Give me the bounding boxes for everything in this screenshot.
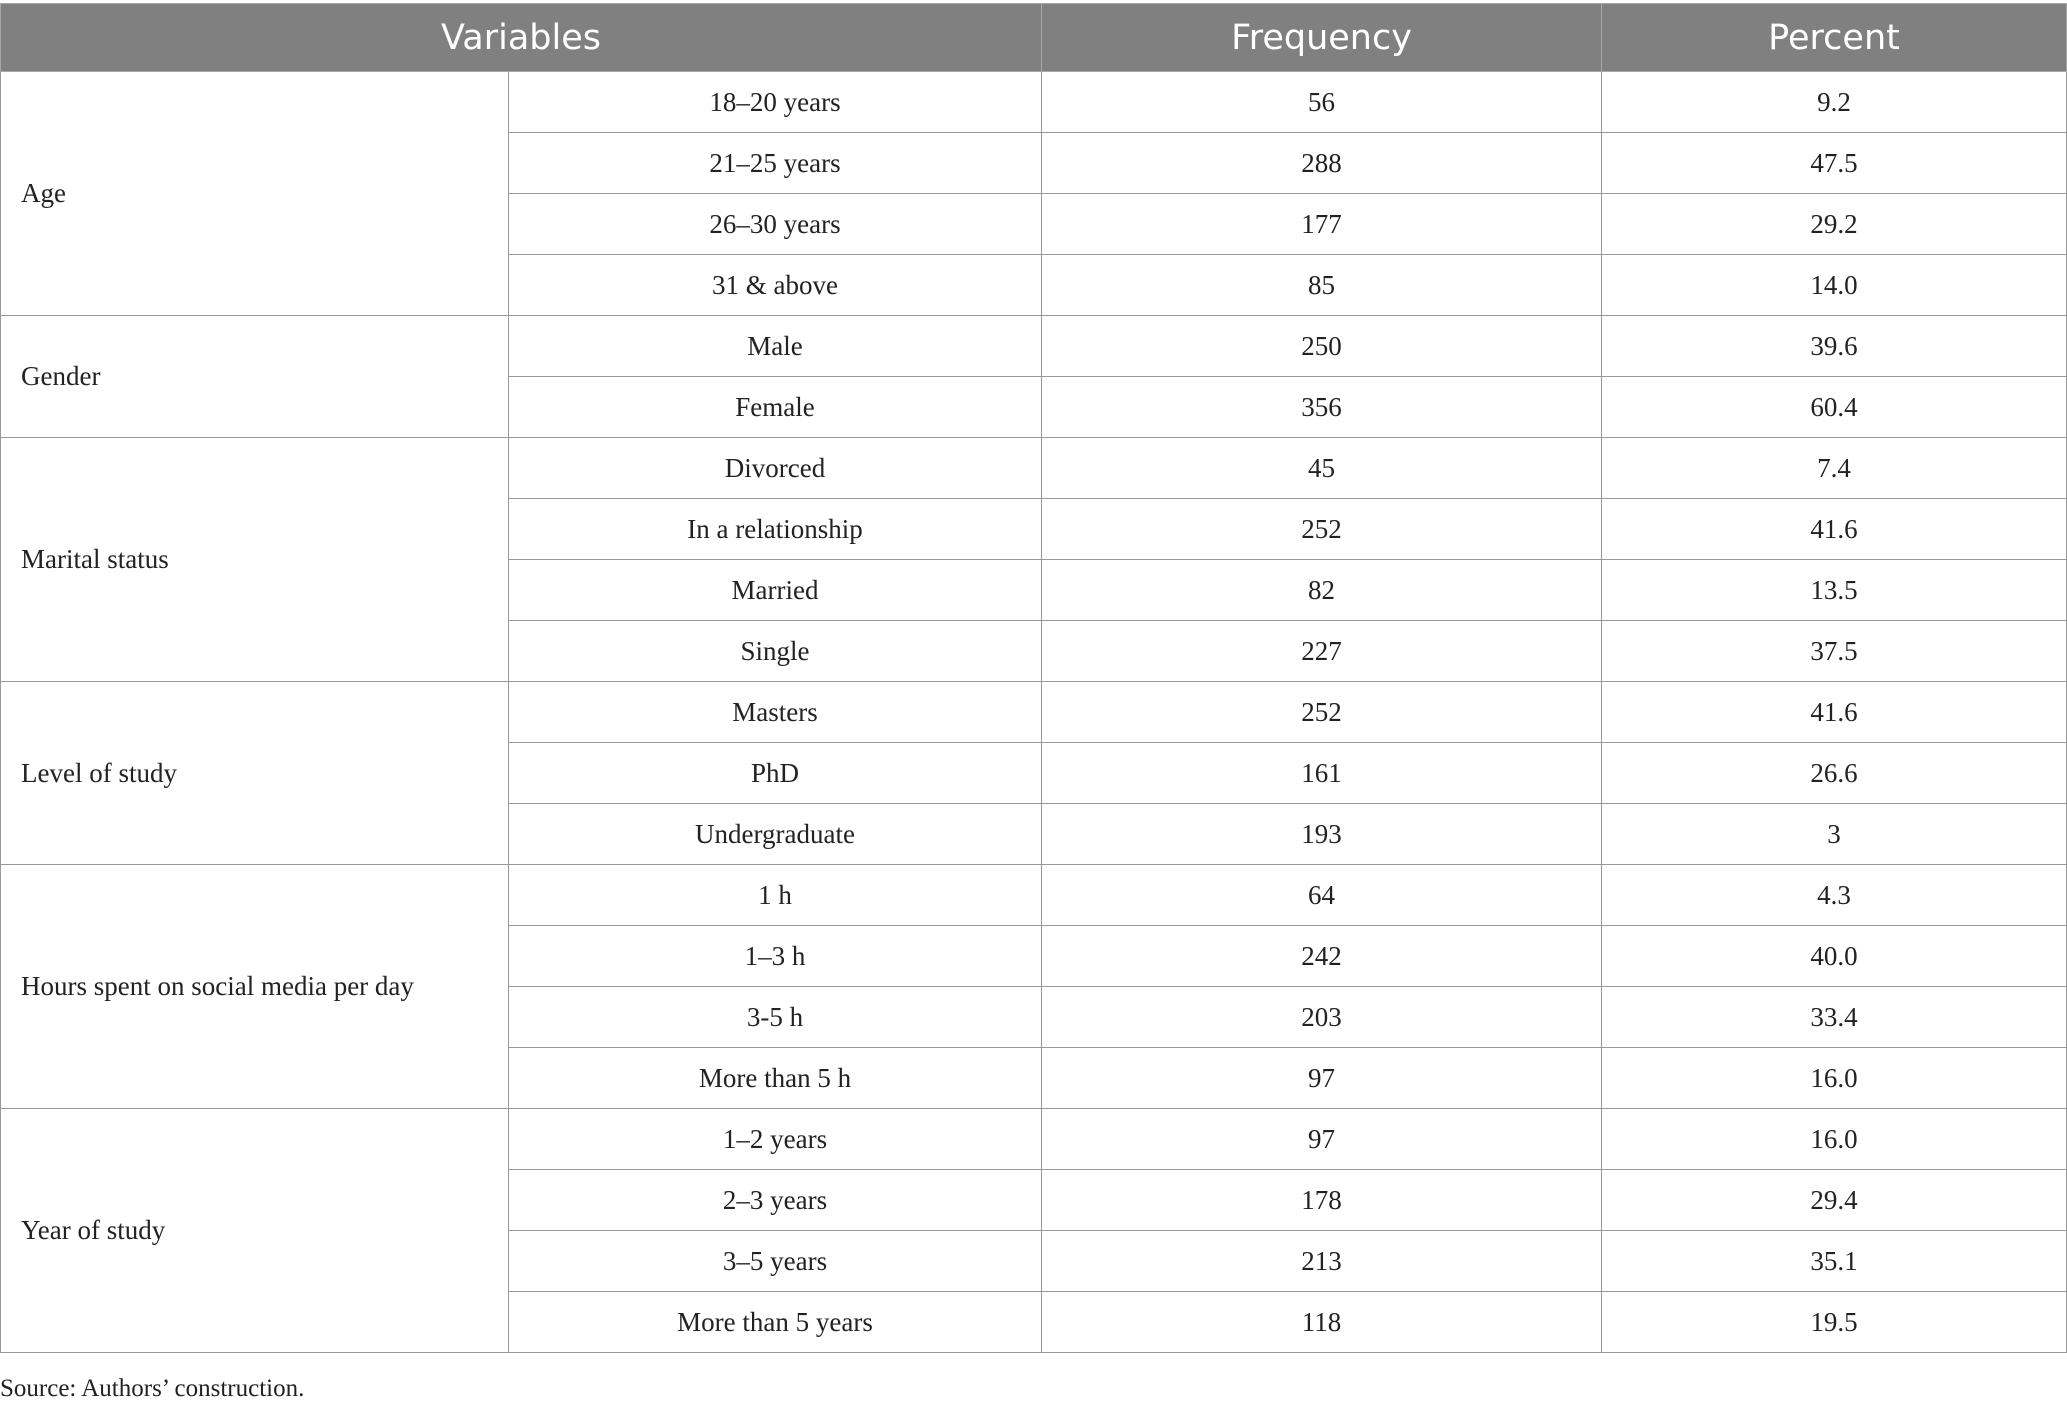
frequency-cell: 97 <box>1042 1109 1602 1170</box>
table-row <box>1 682 2067 743</box>
category-cell: Married <box>509 560 1042 621</box>
category-cell: 3–5 years <box>509 1231 1042 1292</box>
percent-cell: 14.0 <box>1602 255 2067 316</box>
category-cell: Divorced <box>509 438 1042 499</box>
frequency-cell: 177 <box>1042 194 1602 255</box>
category-cell: 1–2 years <box>509 1109 1042 1170</box>
percent-cell: 37.5 <box>1602 621 2067 682</box>
frequency-cell: 356 <box>1042 377 1602 438</box>
category-cell: More than 5 years <box>509 1292 1042 1353</box>
percent-cell: 39.6 <box>1602 316 2067 377</box>
frequency-cell: 252 <box>1042 682 1602 743</box>
frequency-cell: 252 <box>1042 499 1602 560</box>
frequency-cell: 178 <box>1042 1170 1602 1231</box>
table-row <box>1 438 2067 499</box>
header-variables: Variables <box>1 4 1042 72</box>
percent-cell: 16.0 <box>1602 1109 2067 1170</box>
category-cell: 26–30 years <box>509 194 1042 255</box>
category-cell: In a relationship <box>509 499 1042 560</box>
table-row <box>1 72 2067 133</box>
header-row <box>1 4 2067 72</box>
table-container <box>0 3 2066 1353</box>
table-row <box>1 316 2067 377</box>
frequency-cell: 64 <box>1042 865 1602 926</box>
source-note: Source: Authors’ construction. <box>0 1375 305 1402</box>
frequency-cell: 85 <box>1042 255 1602 316</box>
category-cell: PhD <box>509 743 1042 804</box>
percent-cell: 3 <box>1602 804 2067 865</box>
percent-cell: 4.3 <box>1602 865 2067 926</box>
percent-cell: 16.0 <box>1602 1048 2067 1109</box>
variable-label: Year of study <box>1 1109 509 1353</box>
variable-label: Gender <box>1 316 509 438</box>
category-cell: 21–25 years <box>509 133 1042 194</box>
category-cell: 1–3 h <box>509 926 1042 987</box>
demographics-table <box>0 3 2067 1353</box>
frequency-cell: 82 <box>1042 560 1602 621</box>
percent-cell: 35.1 <box>1602 1231 2067 1292</box>
percent-cell: 47.5 <box>1602 133 2067 194</box>
frequency-cell: 56 <box>1042 72 1602 133</box>
percent-cell: 40.0 <box>1602 926 2067 987</box>
frequency-cell: 97 <box>1042 1048 1602 1109</box>
frequency-cell: 193 <box>1042 804 1602 865</box>
percent-cell: 26.6 <box>1602 743 2067 804</box>
frequency-cell: 213 <box>1042 1231 1602 1292</box>
category-cell: Single <box>509 621 1042 682</box>
category-cell: Male <box>509 316 1042 377</box>
percent-cell: 9.2 <box>1602 72 2067 133</box>
category-cell: 3-5 h <box>509 987 1042 1048</box>
percent-cell: 33.4 <box>1602 987 2067 1048</box>
frequency-cell: 118 <box>1042 1292 1602 1353</box>
table-body <box>1 72 2067 1353</box>
table-row <box>1 1109 2067 1170</box>
frequency-cell: 242 <box>1042 926 1602 987</box>
percent-cell: 41.6 <box>1602 499 2067 560</box>
percent-cell: 13.5 <box>1602 560 2067 621</box>
percent-cell: 41.6 <box>1602 682 2067 743</box>
percent-cell: 7.4 <box>1602 438 2067 499</box>
variable-label: Hours spent on social media per day <box>1 865 509 1109</box>
header-percent: Percent <box>1602 4 2067 72</box>
category-cell: More than 5 h <box>509 1048 1042 1109</box>
category-cell: 31 & above <box>509 255 1042 316</box>
category-cell: 18–20 years <box>509 72 1042 133</box>
header-frequency: Frequency <box>1042 4 1602 72</box>
frequency-cell: 203 <box>1042 987 1602 1048</box>
category-cell: 2–3 years <box>509 1170 1042 1231</box>
frequency-cell: 288 <box>1042 133 1602 194</box>
variable-label: Level of study <box>1 682 509 865</box>
category-cell: Female <box>509 377 1042 438</box>
category-cell: Undergraduate <box>509 804 1042 865</box>
category-cell: Masters <box>509 682 1042 743</box>
percent-cell: 29.4 <box>1602 1170 2067 1231</box>
frequency-cell: 45 <box>1042 438 1602 499</box>
percent-cell: 29.2 <box>1602 194 2067 255</box>
variable-label: Age <box>1 72 509 316</box>
frequency-cell: 227 <box>1042 621 1602 682</box>
frequency-cell: 250 <box>1042 316 1602 377</box>
percent-cell: 60.4 <box>1602 377 2067 438</box>
table-row <box>1 865 2067 926</box>
frequency-cell: 161 <box>1042 743 1602 804</box>
percent-cell: 19.5 <box>1602 1292 2067 1353</box>
category-cell: 1 h <box>509 865 1042 926</box>
variable-label: Marital status <box>1 438 509 682</box>
